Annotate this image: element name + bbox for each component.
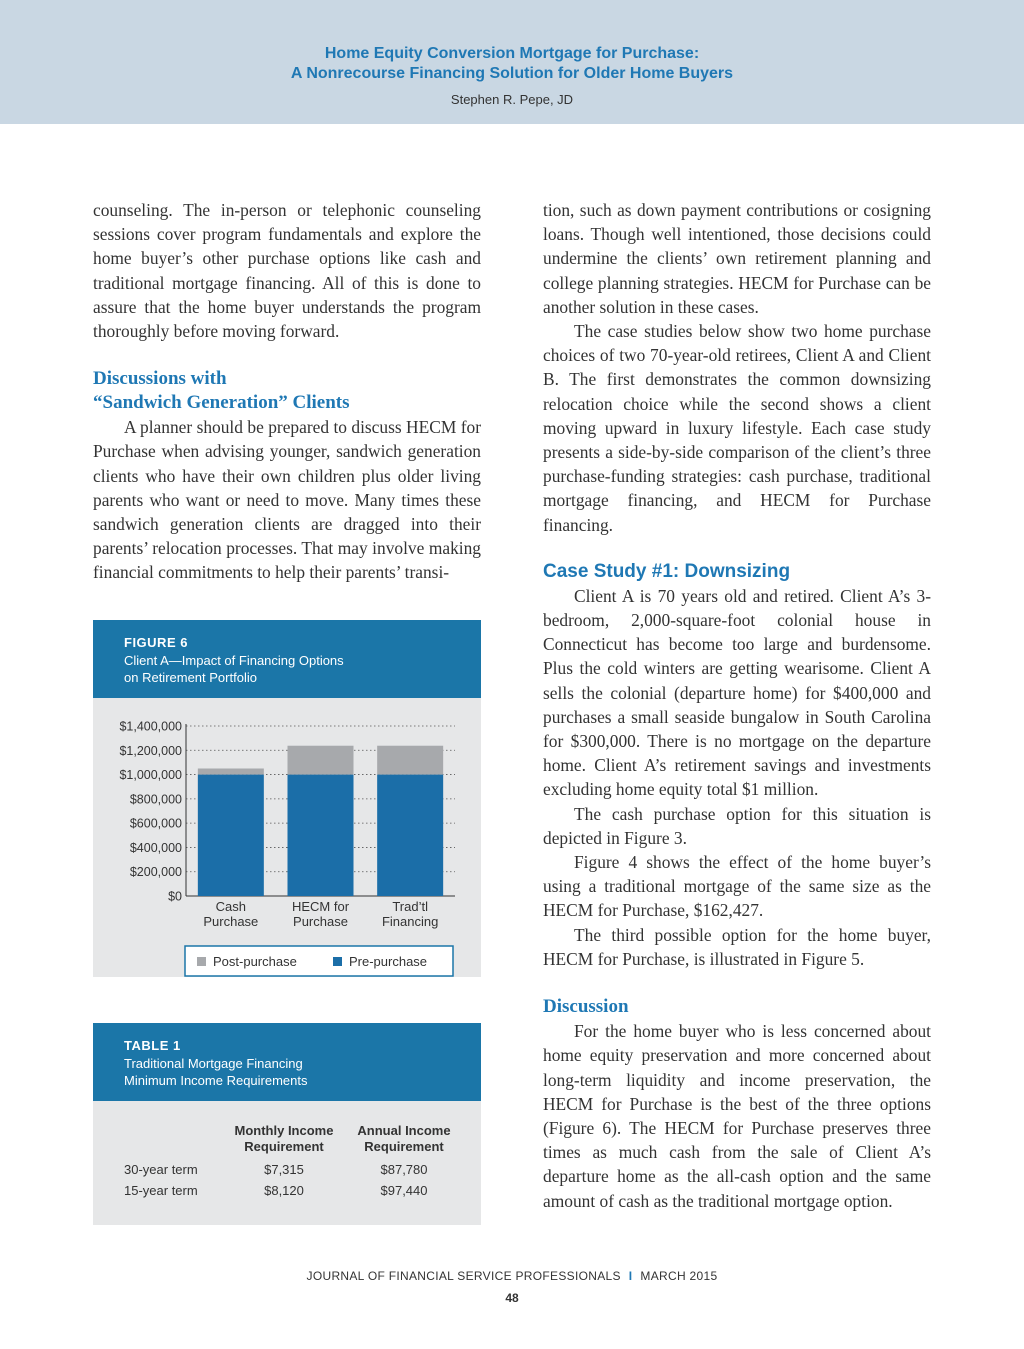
- left-paragraph-2: A planner should be prepared to discuss HECM for Purchase when advising younger, sandwich generation clients who have their own children plus older living parents who want or need to move. Many times these sandwich generation clients are dragged into their parents’ relocation processes. That may involve making financial commitments to help their parents’ transi-: [93, 417, 481, 583]
- article-author: Stephen R. Pepe, JD: [450, 92, 574, 107]
- y-tick-label: $200,000: [129, 865, 182, 880]
- bar-pre-purchase: [377, 775, 443, 896]
- legend-swatch: [197, 957, 206, 966]
- legend-label: Pre-purchase: [349, 954, 428, 969]
- article-title-line1: Home Equity Conversion Mortgage for Purchase:: [324, 45, 700, 62]
- x-tick-label: Purchase: [203, 914, 259, 929]
- legend-swatch: [333, 957, 342, 966]
- y-tick-label: $1,200,000: [119, 743, 182, 758]
- y-tick-label: $800,000: [129, 792, 182, 807]
- section-heading-sandwich: [93, 367, 481, 415]
- case-study-heading: Case Study #1: Downsizing: [543, 560, 791, 582]
- table-header-monthly: [224, 1123, 344, 1159]
- section-heading-line2: “Sandwich Generation” Clients: [93, 392, 350, 414]
- bar-pre-purchase: [198, 775, 264, 896]
- bar-post-purchase: [288, 746, 354, 775]
- page-footer: [0, 1269, 1024, 1283]
- y-tick-label: $400,000: [129, 840, 182, 855]
- y-tick-label: $1,400,000: [119, 719, 182, 734]
- table-cell-annual: $97,440: [380, 1183, 428, 1198]
- header-band: [0, 0, 1024, 124]
- y-tick-label: $0: [168, 889, 182, 904]
- x-tick-label: HECM for: [291, 899, 350, 914]
- table-caption-line2: Minimum Income Requirements: [124, 1073, 308, 1088]
- x-tick-label: Financing: [381, 914, 439, 929]
- table-row: [124, 1159, 464, 1180]
- x-tick-label: Trad’tl: [392, 899, 428, 914]
- table-label: TABLE 1: [124, 1038, 181, 1053]
- footer-separator: I: [628, 1269, 633, 1283]
- right-paragraph-7: For the home buyer who is less concerned about home equity preservation and more concerned about long-term liquidity and income preservation, the HECM for Purchase is the best of the three options (Figure 6). The HECM for Purchase preserves three times as much cash from the sale of Client A’s departure home as the all-cash option and the same amount of cash as the traditional mortgage option.: [543, 1021, 931, 1211]
- left-column: [93, 198, 481, 585]
- right-paragraph-5: Figure 4 shows the effect of the home buyer’s using a traditional mortgage of the same size as the HECM for Purchase, $162,427.: [543, 852, 931, 921]
- figure-caption-line2: on Retirement Portfolio: [124, 670, 257, 685]
- figure-label: FIGURE 6: [124, 635, 188, 650]
- journal-name: JOURNAL OF FINANCIAL SERVICE PROFESSIONALS: [306, 1269, 621, 1283]
- bar-pre-purchase: [288, 775, 354, 896]
- table-cell-term: 15-year term: [124, 1183, 198, 1198]
- x-tick-label: Cash: [215, 899, 247, 914]
- income-requirements-table: [124, 1123, 464, 1201]
- table-header-annual-line2: Requirement: [364, 1139, 444, 1154]
- figure-6-header: [93, 620, 481, 698]
- table-1-box: [93, 1023, 481, 1225]
- article-title: [0, 44, 1024, 84]
- section-heading-line1: Discussions with: [93, 368, 227, 390]
- table-row: [124, 1180, 464, 1201]
- article-title-line2: A Nonrecourse Financing Solution for Older Home Buyers: [290, 65, 734, 82]
- table-header-empty: [124, 1123, 224, 1159]
- bar-post-purchase: [377, 746, 443, 775]
- table-cell-annual: $87,780: [380, 1162, 428, 1177]
- table-header-monthly-line2: Requirement: [244, 1139, 324, 1154]
- table-header-annual: [344, 1123, 464, 1159]
- bar-post-purchase: [198, 769, 264, 775]
- table-1-header: [93, 1023, 481, 1101]
- y-tick-label: $600,000: [129, 816, 182, 831]
- right-paragraph-4: The cash purchase option for this situation is depicted in Figure 3.: [543, 803, 931, 848]
- table-header-monthly-line1: Monthly Income: [234, 1123, 334, 1138]
- table-cell-monthly: $7,315: [264, 1162, 304, 1177]
- x-tick-label: Purchase: [293, 914, 348, 929]
- y-tick-label: $1,000,000: [119, 768, 182, 783]
- figure-caption-line1: Client A—Impact of Financing Options: [124, 652, 344, 668]
- right-column: [543, 198, 931, 1213]
- table-header-row: [124, 1123, 464, 1159]
- table-caption-line1: Traditional Mortgage Financing: [124, 1055, 303, 1071]
- figure-6-box: [93, 620, 481, 977]
- issue-date: MARCH 2015: [640, 1269, 718, 1283]
- legend-label: Post-purchase: [213, 954, 297, 969]
- table-header-annual-line1: Annual Income: [357, 1123, 451, 1138]
- discussion-heading: Discussion: [543, 996, 629, 1018]
- right-paragraph-3: Client A is 70 years old and retired. Client A’s 3-bedroom, 2,000-square-foot colonial house in Connecticut has become too large and burdensome. Plus the cold winters are getting wearisome. Client A sells the colonial (departure home) for $400,000 and purchases a small seaside bungalow in South Carolina for $300,000. There is no mortgage on the departure home. Client A’s retirement savings and investments excluding home equity total $1 million.: [543, 585, 931, 800]
- right-paragraph-6: The third possible option for the home buyer, HECM for Purchase, is illustrated in Figure 5.: [543, 924, 931, 969]
- page-number: 48: [505, 1291, 519, 1305]
- table-cell-monthly: $8,120: [264, 1183, 304, 1198]
- right-paragraph-2: The case studies below show two home purchase choices of two 70-year-old retirees, Client A and Client B. The first demonstrates the common downsizing relocation choice while the second shows a client moving upward in luxury lifestyle. Each case study presents a side-by-side comparison of the client’s three purchase-funding strategies: cash purchase, traditional mortgage financing, and HECM for Purchase financing.: [543, 321, 931, 535]
- table-cell-term: 30-year term: [124, 1162, 198, 1177]
- left-paragraph-1: counseling. The in-person or telephonic counseling sessions cover program fundamentals and explore the home buyer’s other purchase options like cash and traditional mortgage financing. All of this is done to assure that the home buyer understands the program thoroughly before moving forward.: [93, 200, 481, 342]
- figure-6-chart: [93, 698, 481, 977]
- right-paragraph-1: tion, such as down payment contributions or cosigning loans. Though well intentioned, those decisions could undermine the clients’ own retirement planning and college planning strategies. HECM for Purchase can be another solution in these cases.: [543, 200, 931, 317]
